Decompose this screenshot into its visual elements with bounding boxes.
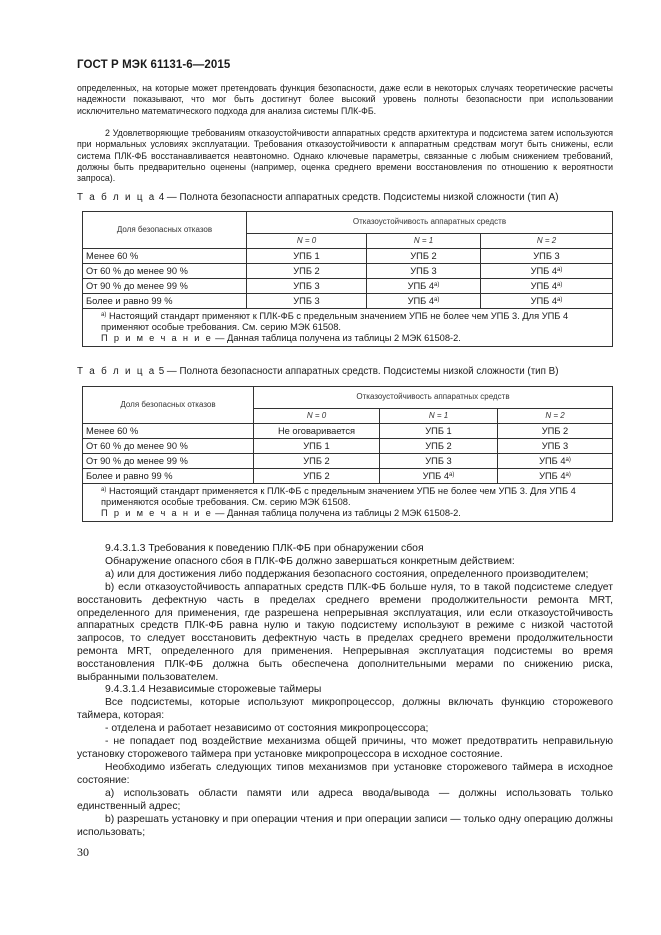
table-cell: УПБ 3 [380, 454, 498, 469]
table-cell: УПБ 1 [254, 439, 380, 454]
table-cell: УПБ 3 [367, 264, 481, 279]
table5-group-header: Отказоустойчивость аппаратных средств [254, 387, 613, 409]
intro-paragraph-2: 2 Удовлетворяющие требованиям отказоустойчивости аппаратных средств архитектура и подсистема затем используются при нормальных условиях эксплуатации. Требования отказоустойчивости к аппаратным средствам могут быть снижены, если система ПЛК-ФБ восстанавливается неавтономно. Однако ключевые параметры, связанные с любым снижением требований, должны быть предварительно оценены (например, оценка среднего времени восстановления по отношению к вероятности запроса). [77, 128, 613, 184]
table5-footnote: $^{а)}$ Настоящий стандарт применяется к ПЛК-ФБ с предельным значением УПБ не более чем УПБ 3. Для УПБ 4 применяются особые требования. См. серию МЭК 61508. [101, 486, 576, 507]
section-heading-9-4-3-1-4: 9.4.3.1.4 Независимые сторожевые таймеры [105, 684, 322, 695]
row-label: Менее 60 % [83, 424, 254, 439]
table-cell: УПБ $4^{а)}$ [498, 454, 613, 469]
list-item-dash: - не попадает под воздействие механизма общей причины, что может предотвратить неправильную установку сторожевого таймера при установке микропроцессора в исходное состояние. [77, 736, 613, 760]
table-cell: УПБ 3 [498, 439, 613, 454]
list-item-a: а) или для достижения либо поддержания безопасного состояния, определенного производителем; [105, 569, 589, 580]
table-cell: УПБ $4^{а)}$ [380, 469, 498, 484]
body-paragraph: Необходимо избегать следующих типов механизмов при установке сторожевого таймера в исходное состояние: [77, 762, 613, 786]
table5-sub-header: N = 2 [498, 408, 613, 423]
table5-caption-label: Т а б л и ц а [77, 366, 157, 377]
table5-col-header: Доля безопасных отказов [83, 387, 254, 424]
table5-notes [83, 484, 613, 522]
table4-note: П р и м е ч а н и е — Данная таблица получена из таблицы 2 МЭК 61508-2. [101, 333, 461, 343]
list-item-b: b) если отказоустойчивость аппаратных средств ПЛК-ФБ больше нуля, то в такой подсистеме следует восстановить дефектную часть в пределах среднего времени продолжительности ремонта MRT, определенного для применения, где разрешена непрерывная эксплуатация, или если отказоустойчивость аппаратных средств ПЛК-ФБ равна нулю и такую подсистему используют в режиме с низкой частотой запросов, то следует восстановить дефектную часть в пределах среднего времени продолжительности ремонта MRT, определенного для применения. Непрерывная эксплуатация подсистемы во время восстановления ПЛК-ФБ должна быть обеспечена дополнительными мерами по снижению риска, выбранными пользователем. [77, 582, 613, 683]
table-cell: УПБ $4^{а)}$ [481, 294, 613, 309]
table4-sub-header: N = 0 [247, 233, 367, 248]
table4-sub-header: N = 1 [367, 233, 481, 248]
table5-sub-header: N = 1 [380, 408, 498, 423]
table-cell: УПБ 1 [380, 424, 498, 439]
table4-caption-label: Т а б л и ц а [77, 192, 157, 203]
table-row [83, 279, 613, 294]
table-cell: УПБ 1 [247, 249, 367, 264]
section-heading-9-4-3-1-3: 9.4.3.1.3 Требования к поведению ПЛК-ФБ при обнаружении сбоя [105, 543, 424, 554]
table4-sub-header: N = 2 [481, 233, 613, 248]
table-cell: УПБ 2 [498, 424, 613, 439]
row-label: От 60 % до менее 90 % [83, 264, 247, 279]
list-item-b: b) разрешать установку и при операции чтения и при операции записи — только одну операцию должны использовать; [77, 814, 613, 838]
table-cell: УПБ $4^{а)}$ [367, 279, 481, 294]
table-cell: УПБ $4^{а)}$ [498, 469, 613, 484]
table-row [83, 264, 613, 279]
table-cell: УПБ 3 [481, 249, 613, 264]
table-cell: УПБ 2 [247, 264, 367, 279]
row-label: Более и равно 99 % [83, 469, 254, 484]
list-item-dash: - отделена и работает независимо от состояния микропроцессора; [105, 723, 429, 734]
table-4 [82, 211, 613, 347]
table4-group-header: Отказоустойчивость аппаратных средств [247, 212, 613, 234]
table-row [83, 439, 613, 454]
row-label: От 90 % до менее 99 % [83, 454, 254, 469]
table4-footnote: $^{а)}$ Настоящий стандарт применяют к ПЛК-ФБ с предельным значением УПБ не более чем УПБ 3. Для УПБ 4 применяют особые требования. См. серию МЭК 61508. [101, 311, 569, 332]
table4-col-header: Доля безопасных отказов [83, 212, 247, 249]
table-cell: УПБ $4^{а)}$ [481, 279, 613, 294]
table4-notes [83, 309, 613, 347]
list-item-a: а) использовать области памяти или адреса ввода/вывода — должны использовать только единственный адрес; [77, 788, 613, 812]
table5-caption-text: 5 — Полнота безопасности аппаратных средств. Подсистемы низкой сложности (тип В) [158, 366, 559, 377]
table-row [83, 424, 613, 439]
table-cell: УПБ $4^{а)}$ [481, 264, 613, 279]
intro-paragraph-1: определенных, на которые может претендовать функция безопасности, даже если в некоторых случаях теоретические расчеты надежности показывают, что мог быть достигнут более высокий уровень полноты безопасности при использовании исключительно математического подхода для анализа системы ПЛК-ФБ. [77, 83, 613, 116]
body-paragraph: Все подсистемы, которые используют микропроцессор, должны включать функцию сторожевого таймера, которая: [77, 697, 613, 721]
table-row [83, 249, 613, 264]
table4-caption-text: 4 — Полнота безопасности аппаратных средств. Подсистемы низкой сложности (тип А) [158, 192, 559, 203]
row-label: От 60 % до менее 90 % [83, 439, 254, 454]
table-row [83, 469, 613, 484]
row-label: От 90 % до менее 99 % [83, 279, 247, 294]
table4-caption [77, 192, 558, 203]
table5-sub-header: N = 0 [254, 408, 380, 423]
table-cell: УПБ 3 [247, 279, 367, 294]
table-cell: УПБ 3 [247, 294, 367, 309]
table-row [83, 294, 613, 309]
row-label: Более и равно 99 % [83, 294, 247, 309]
table5-note: П р и м е ч а н и е — Данная таблица получена из таблицы 2 МЭК 61508-2. [101, 508, 461, 518]
table-row [83, 454, 613, 469]
body-paragraph: Обнаружение опасного сбоя в ПЛК-ФБ должно завершаться конкретным действием: [105, 556, 515, 567]
table-cell: УПБ 2 [380, 439, 498, 454]
table5-caption [77, 366, 558, 377]
row-label: Менее 60 % [83, 249, 247, 264]
document-header: ГОСТ Р МЭК 61131-6—2015 [77, 59, 231, 71]
table-cell: УПБ $4^{а)}$ [367, 294, 481, 309]
table-cell: УПБ 2 [254, 454, 380, 469]
table-cell: УПБ 2 [367, 249, 481, 264]
table-cell: УПБ 2 [254, 469, 380, 484]
table-cell: Не оговаривается [254, 424, 380, 439]
table-5 [82, 386, 613, 522]
page-number: 30 [77, 845, 89, 859]
